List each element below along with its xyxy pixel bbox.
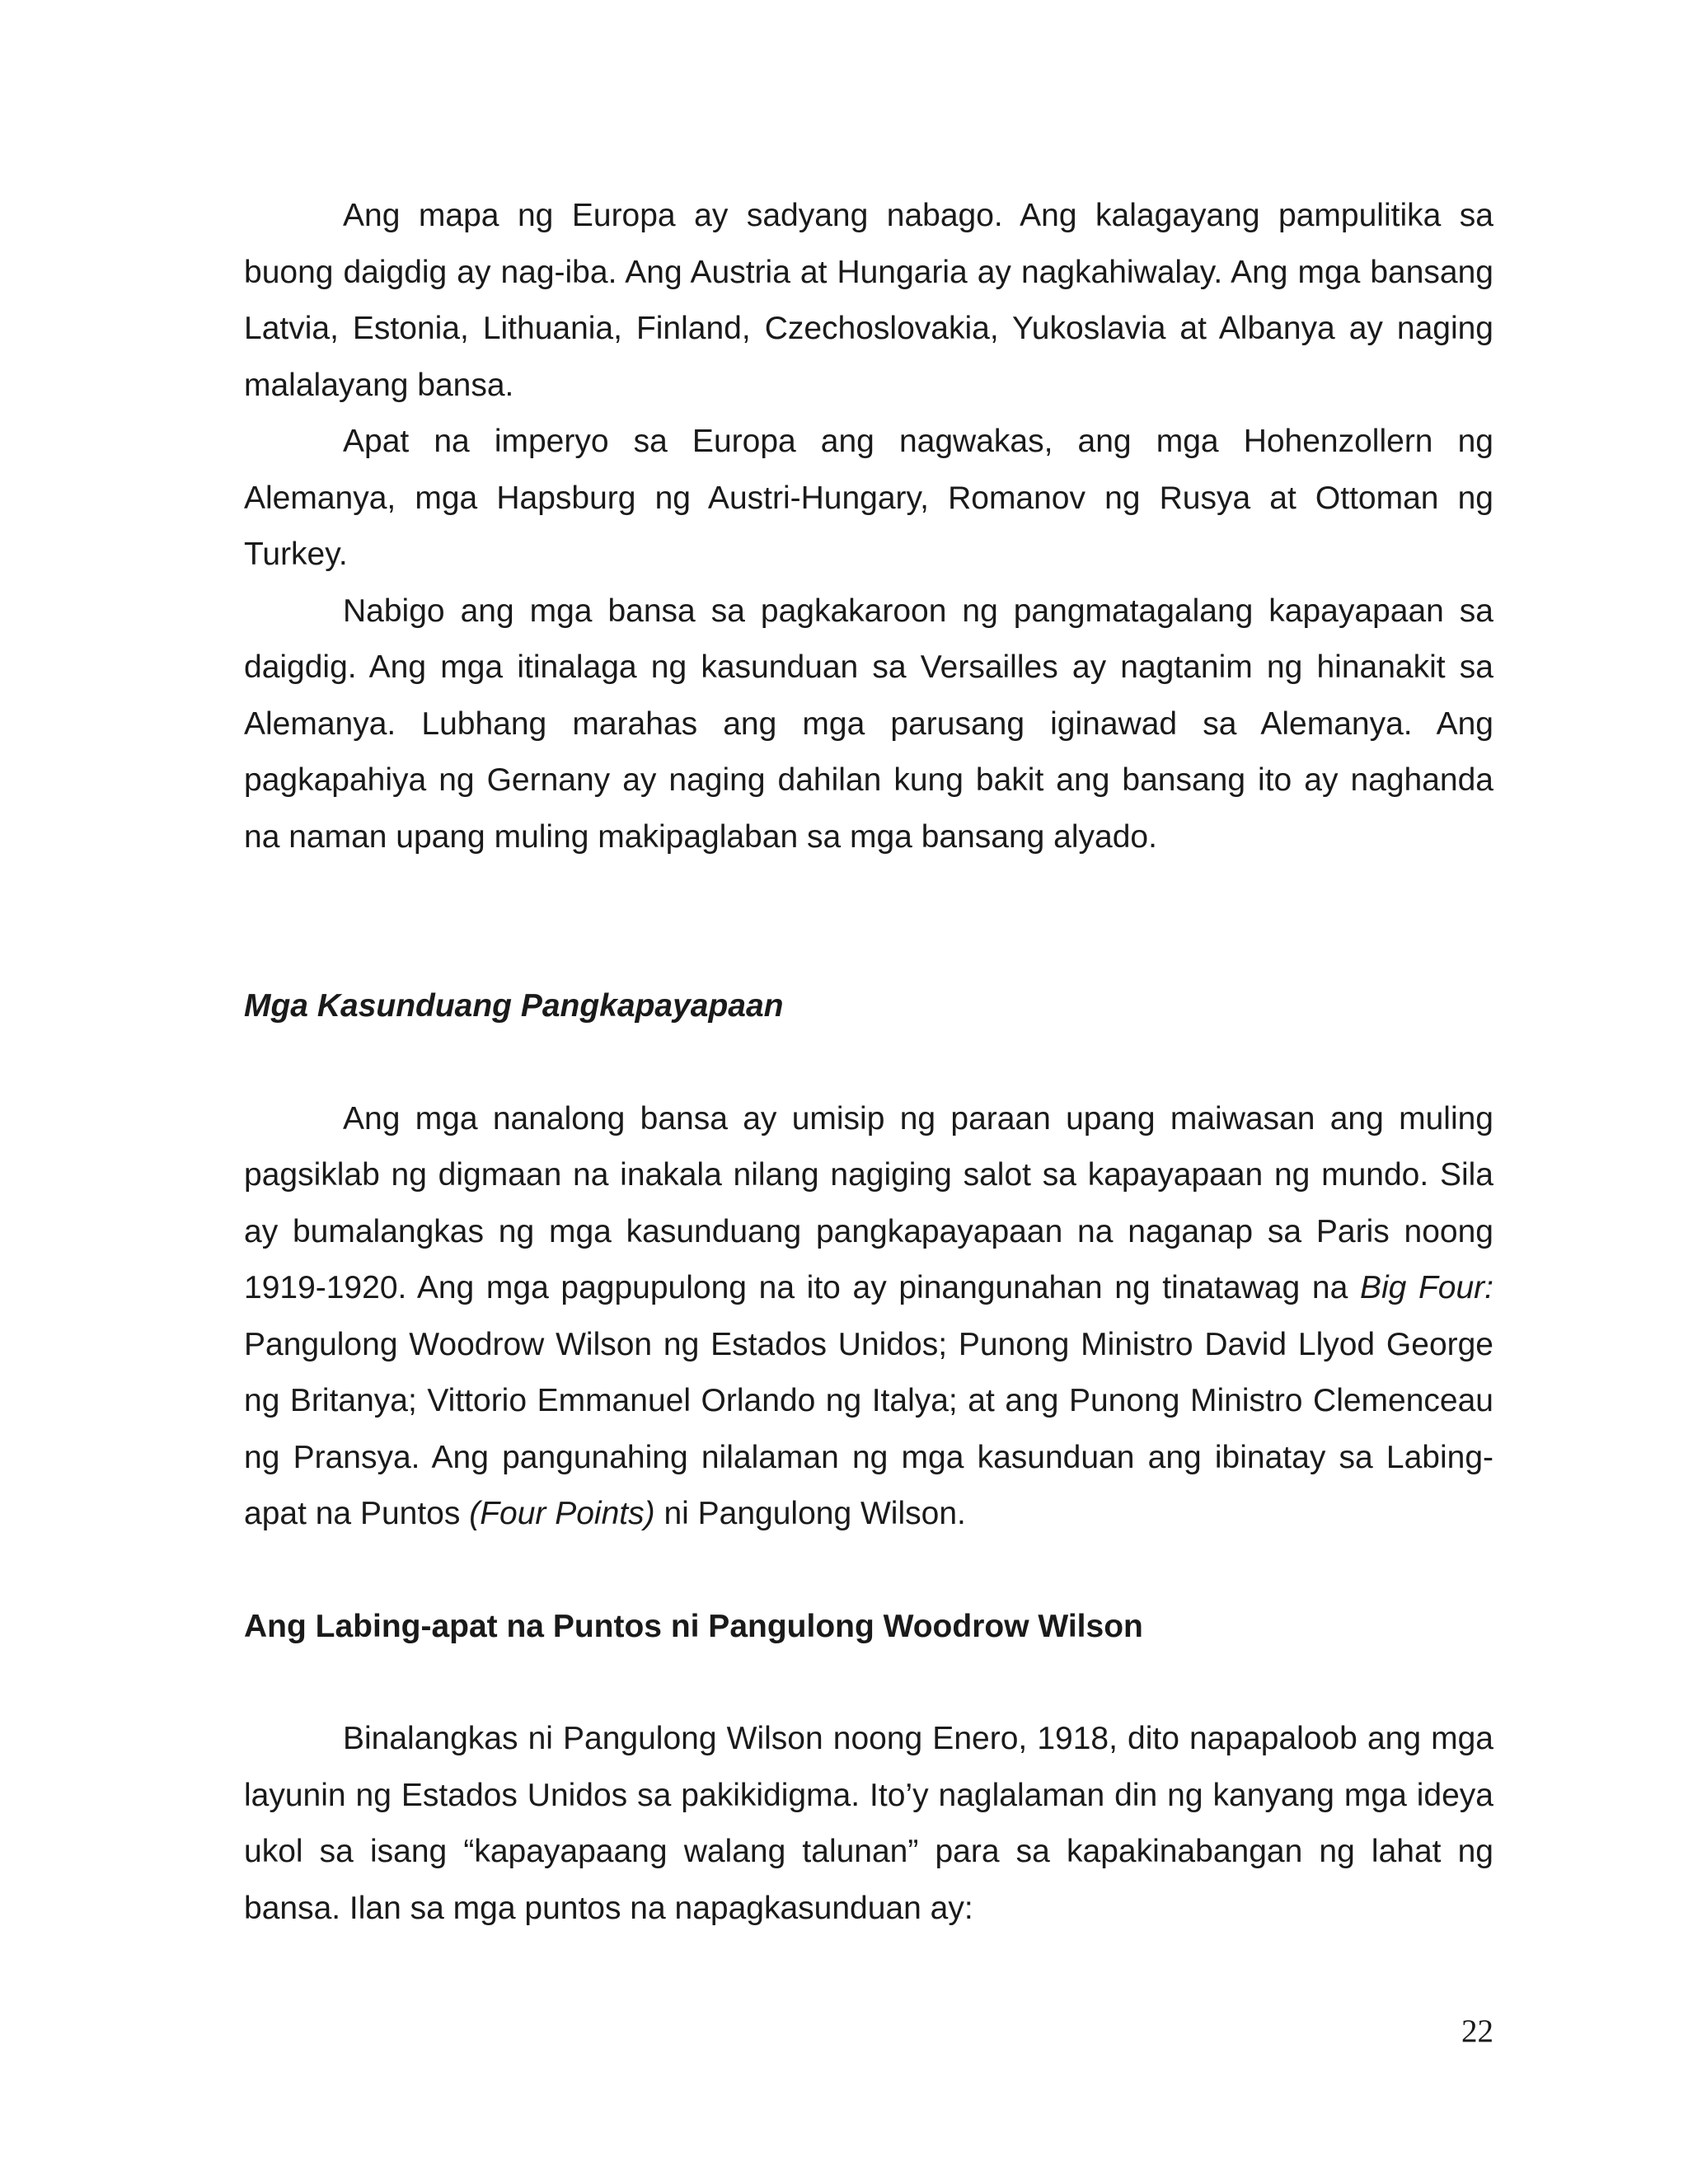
paragraph-europe-map: Ang mapa ng Europa ay sadyang nabago. Ang kalagayang pampulitika sa buong daigdig ay nag-iba. Ang Austria at Hungaria ay nagkahiwalay. Ang mga bansang Latvia, Estonia, Lithuania, Finland, Czechoslovakia, Yukoslavia at Albanya ay naging malalayang bansa.: [244, 198, 1493, 403]
peace-treaties-text-3: ni Pangulong Wilson.: [654, 1496, 966, 1531]
document-body: [244, 188, 1493, 1937]
paragraph-versailles: Nabigo ang mga bansa sa pagkakaroon ng pangmatagalang kapayapaan sa daigdig. Ang mga itinalaga ng kasunduan sa Versailles ay nagtanim ng hinanakit sa Alemanya. Lubhang marahas ang mga parusang iginawad sa Alemanya. Ang pagkapahiya ng Gernany ay naging dahilan kung bakit ang bansang ito ay naghanda na naman upang muling makipaglaban sa mga bansang alyado.: [244, 593, 1493, 855]
four-points-label: (Four Points): [469, 1496, 655, 1531]
heading-fourteen-points: Ang Labing-apat na Puntos ni Pangulong Woodrow Wilson: [244, 1608, 1143, 1644]
peace-treaties-text-1: Ang mga nanalong bansa ay umisip ng paraan upang maiwasan ang muling pagsiklab ng digmaan na inakala nilang nagiging salot sa kapayapaan ng mundo. Sila ay bumalangkas ng mga kasunduang pangkapayapaan na naganap sa Paris noong 1919-1920. Ang mga pagpupulong na ito ay pinangunahan ng tinatawag na: [244, 1100, 1493, 1305]
peace-treaties-text-2: Pangulong Woodrow Wilson ng Estados Unidos; Punong Ministro David Llyod George ng Britanya; Vittorio Emmanuel Orlando ng Italya; at ang Punong Ministro Clemenceau ng Pransya. Ang pangunahing nilalaman ng mga kasunduan ang ibinatay sa Labing-apat na Puntos: [244, 1326, 1493, 1531]
paragraph-fourteen-points: Binalangkas ni Pangulong Wilson noong Enero, 1918, dito napapaloob ang mga layunin ng Estados Unidos sa pakikidigma. Ito’y naglalaman din ng kanyang mga ideya ukol sa isang “kapayapaang walang talunan” para sa kapakinabangan ng lahat ng bansa. Ilan sa mga puntos na napagkasunduan ay:: [244, 1721, 1493, 1926]
page-number: 22: [1461, 2013, 1493, 2049]
big-four-label: Big Four:: [1359, 1270, 1493, 1305]
paragraph-peace-treaties: [244, 1091, 1493, 1543]
paragraph-empires: Apat na imperyo sa Europa ang nagwakas, ang mga Hohenzollern ng Alemanya, mga Hapsburg ng Austri-Hungary, Romanov ng Rusya at Ottoman ng Turkey.: [244, 424, 1493, 572]
heading-peace-treaties: Mga Kasunduang Pangkapayapaan: [244, 988, 784, 1024]
